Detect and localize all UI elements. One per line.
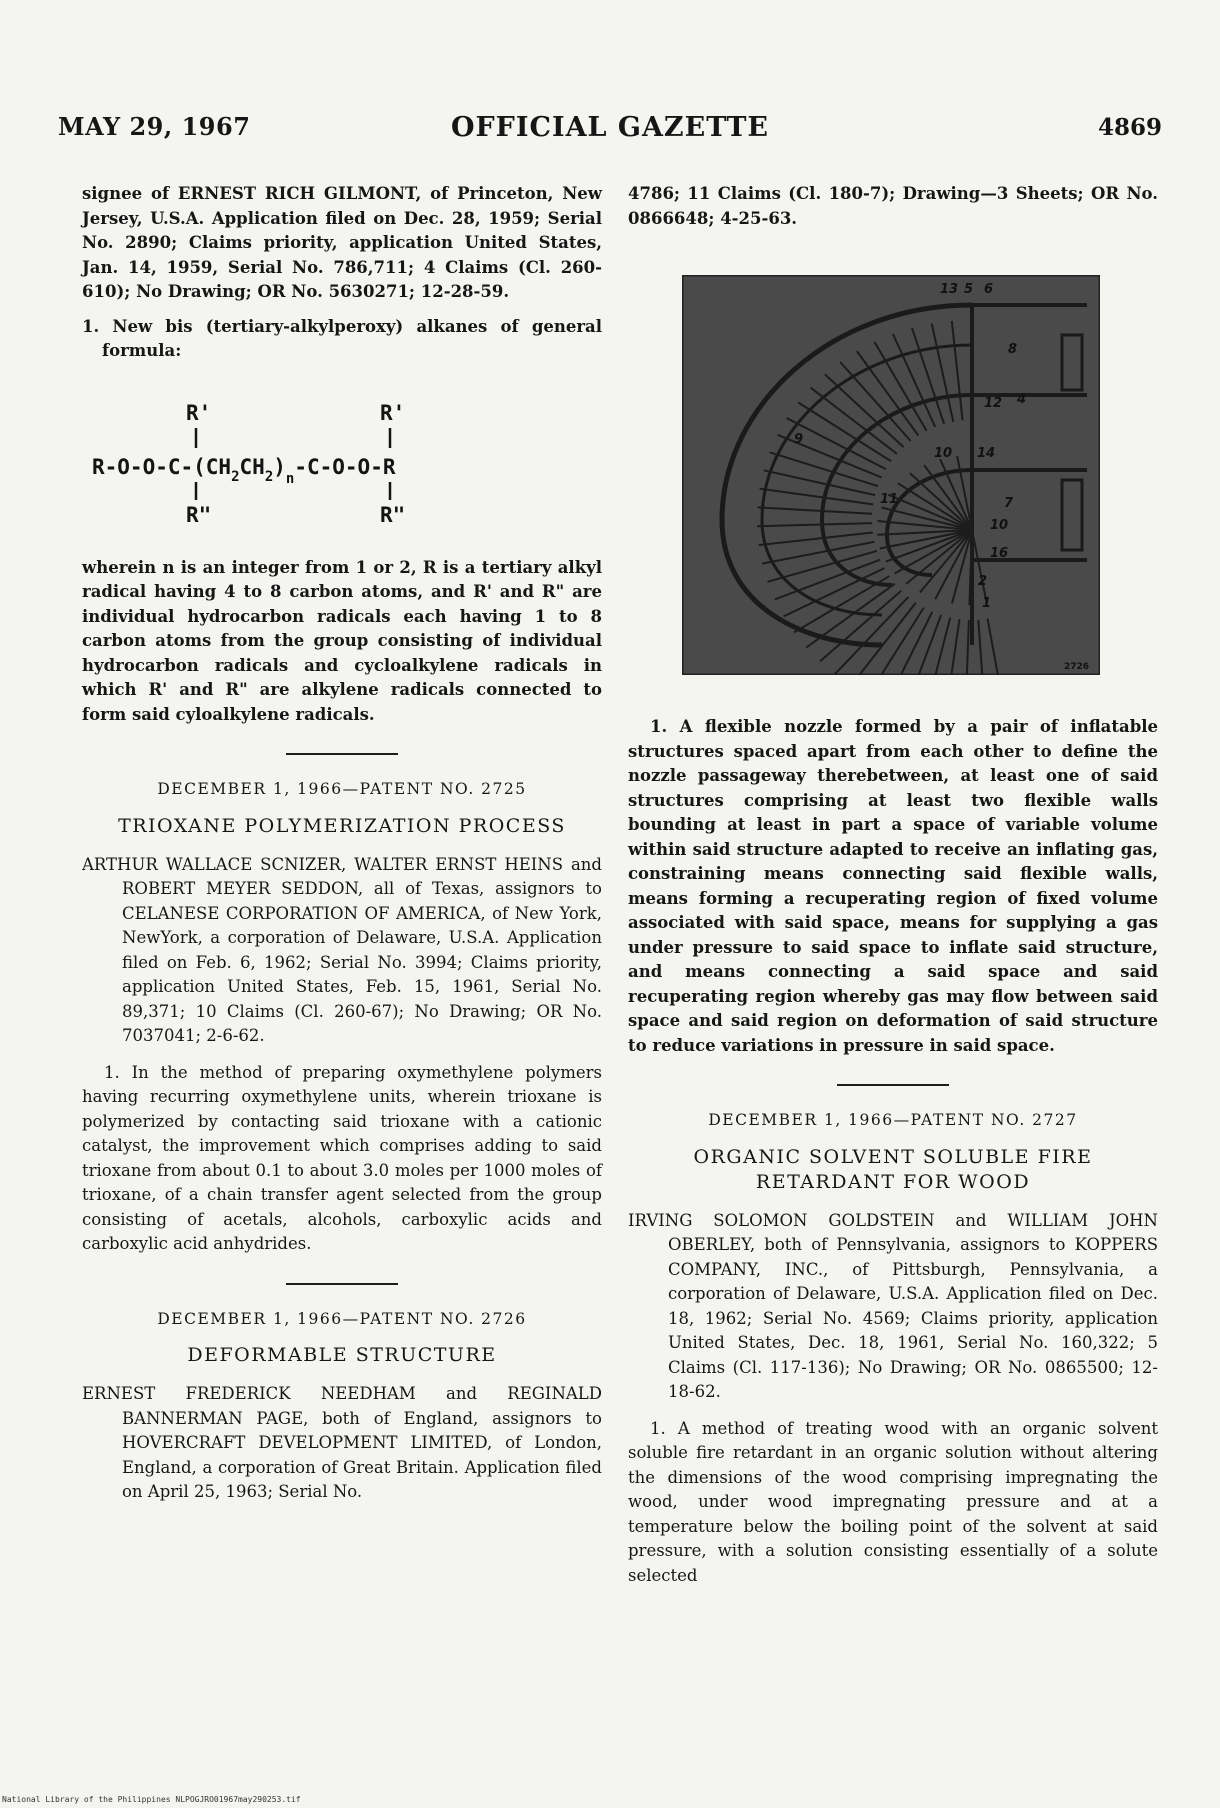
drawing-label: 8 bbox=[1008, 342, 1018, 357]
formula-diagram bbox=[82, 382, 602, 532]
drawing-label: 14 bbox=[977, 446, 996, 461]
claim-intro: 1. New bis (tertiary-alkylperoxy) alkanes of general formula: bbox=[82, 316, 602, 360]
drawing-label: 11 bbox=[880, 492, 899, 507]
patent-2726-title: DEFORMABLE STRUCTURE bbox=[187, 1344, 497, 1366]
patent-2726-claim: 1. A flexible nozzle formed by a pair of inflatable structures spaced apart from each other to define the nozzle passageway therebetween, at least one of said structures comprising at least two flexible walls bounding at least in part a space of variable volume within said structure adapted to receive an inflating gas, constraining means connecting said flexible walls, means forming a recuperating region of fixed volume associated with said space, means for supplying a gas under pressure to said space to inflate said structure, and means connecting a said space and said recuperating region whereby gas may flow between said space and said region on deformation of said structure to reduce variations in pressure in said space. bbox=[628, 717, 1158, 1055]
section-divider bbox=[286, 753, 398, 755]
continued-entry-left: signee of ERNEST RICH GILMONT, of Princeton, New Jersey, U.S.A. Application filed on Dec. 28, 1959; Serial No. 2890; Claims priority, application United States, Jan. 14, 1959, Serial No. 786,711; 4 Claims (Cl. 260-610); No Drawing; OR No. 5630271; 12-28-59. bbox=[82, 184, 602, 301]
formula-r-prime-left: R' bbox=[186, 400, 212, 425]
page-header bbox=[58, 112, 1162, 148]
header-page-number: 4869 bbox=[1097, 114, 1162, 141]
drawing-label: 16 bbox=[990, 546, 1009, 561]
continued-entry-right: 4786; 11 Claims (Cl. 180-7); Drawing—3 Sheets; OR No. 0866648; 4-25-63. bbox=[628, 184, 1158, 228]
drawing-label: 9 bbox=[794, 432, 804, 447]
section-divider bbox=[286, 1283, 398, 1285]
patent-2727-inventors: IRVING SOLOMON GOLDSTEIN and WILLIAM JOHN OBERLEY, both of Pennsylvania, assignors to KOPPERS COMPANY, INC., of Pittsburgh, Pennsylvania, a corporation of Delaware, U.S.A. Application filed on Dec. 18, 1962; Serial No. 4569; Claims priority, application United States, Dec. 18, 1961, Serial No. 160,322; 5 Claims (Cl. 117-136); No Drawing; OR No. 0865500; 12-18-62. bbox=[628, 1210, 1158, 1401]
drawing-label: 10 bbox=[934, 446, 953, 461]
drawing-corner-mark: 2726 bbox=[1064, 662, 1090, 672]
drawing-label: 5 bbox=[964, 282, 974, 297]
header-date: MAY 29, 1967 bbox=[58, 112, 251, 141]
patent-2725-inventors: ARTHUR WALLACE SCNIZER, WALTER ERNST HEINS and ROBERT MEYER SEDDON, all of Texas, assignors to CELANESE CORPORATION OF AMERICA, of New York, NewYork, a corporation of Delaware, U.S.A. Application filed on Feb. 6, 1962; Serial No. 3994; Claims priority, application United States, Feb. 15, 1961, Serial No. 89,371; 10 Claims (Cl. 260-67); No Drawing; OR No. 7037041; 2-6-62. bbox=[82, 854, 602, 1045]
drawing-label: 12 bbox=[984, 396, 1003, 411]
patent-2725-claim: 1. In the method of preparing oxymethylene polymers having recurring oxymethylene units, wherein trioxane is polymerized by contacting said trioxane with a cationic catalyst, the improvement which comprises adding to said trioxane from about 0.1 to about 3.0 moles per 1000 moles of trioxane, of a chain transfer agent selected from the group consisting of acetals, alcohols, carboxylic acids and carboxylic acid anhydrides. bbox=[82, 1062, 602, 1253]
patent-2725-title: TRIOXANE POLYMERIZATION PROCESS bbox=[118, 814, 566, 837]
drawing-label: 2 bbox=[978, 574, 988, 589]
left-column bbox=[82, 182, 602, 1517]
drawing-label: 13 bbox=[940, 282, 959, 297]
formula-r-dprime-right: R" bbox=[380, 502, 406, 527]
drawing-label: 4 bbox=[1017, 392, 1027, 407]
formula-r-prime-right: R' bbox=[380, 400, 406, 425]
header-title: OFFICIAL GAZETTE bbox=[450, 112, 770, 143]
drawing-label: 7 bbox=[1004, 496, 1014, 511]
patent-2727-heading: DECEMBER 1, 1966—PATENT NO. 2727 bbox=[708, 1111, 1078, 1129]
formula-main-left: $R-O-O-C-(CH_2CH_2)_n-C-O-O-R$ bbox=[92, 454, 396, 487]
right-column bbox=[628, 182, 1158, 1598]
patent-drawing bbox=[682, 275, 1100, 675]
patent-2727-claim: 1. A method of treating wood with an organic solvent soluble fire retardant in an organic solution without altering the dimensions of the wood comprising impregnating the wood, under wood impregnating pressure and at a temperature below the boiling point of the solvent at said pressure, with a solution consisting essentially of a solute selected bbox=[628, 1418, 1158, 1585]
patent-2726-inventors: ERNEST FREDERICK NEEDHAM and REGINALD BANNERMAN PAGE, both of England, assignors to HOVERCRAFT DEVELOPMENT LIMITED, of London, England, a corporation of Great Britain. Application filed on April 25, 1963; Serial No. bbox=[82, 1384, 602, 1501]
drawing-label: 6 bbox=[984, 282, 994, 297]
patent-2726-heading: DECEMBER 1, 1966—PATENT NO. 2726 bbox=[157, 1309, 527, 1328]
scan-footer: National Library of the Philippines NLPOGJRO01967may290253.tif bbox=[2, 1795, 301, 1804]
drawing-label: 10 bbox=[990, 518, 1009, 533]
drawing-label: 1 bbox=[982, 596, 992, 611]
patent-2725-heading: DECEMBER 1, 1966—PATENT NO. 2725 bbox=[157, 780, 527, 798]
claim-text-2724: wherein n is an integer from 1 or 2, R is a tertiary alkyl radical having 4 to 8 carbon atoms, and R' and R" are individual hydrocarbon radicals each having 1 to 8 carbon atoms from the group consisting of individual hydrocarbon radicals and cycloalkylene radicals in which R' and R" are alkylene radicals connected to form said cyloalkylene radicals. bbox=[82, 557, 602, 724]
chemical-formula bbox=[82, 382, 602, 532]
nozzle-drawing bbox=[682, 275, 1100, 675]
patent-2727-title: ORGANIC SOLVENT SOLUBLE FIRE RETARDANT FOR WOOD bbox=[693, 1145, 1093, 1193]
section-divider bbox=[837, 1084, 949, 1086]
formula-r-dprime-left: R" bbox=[186, 502, 212, 527]
